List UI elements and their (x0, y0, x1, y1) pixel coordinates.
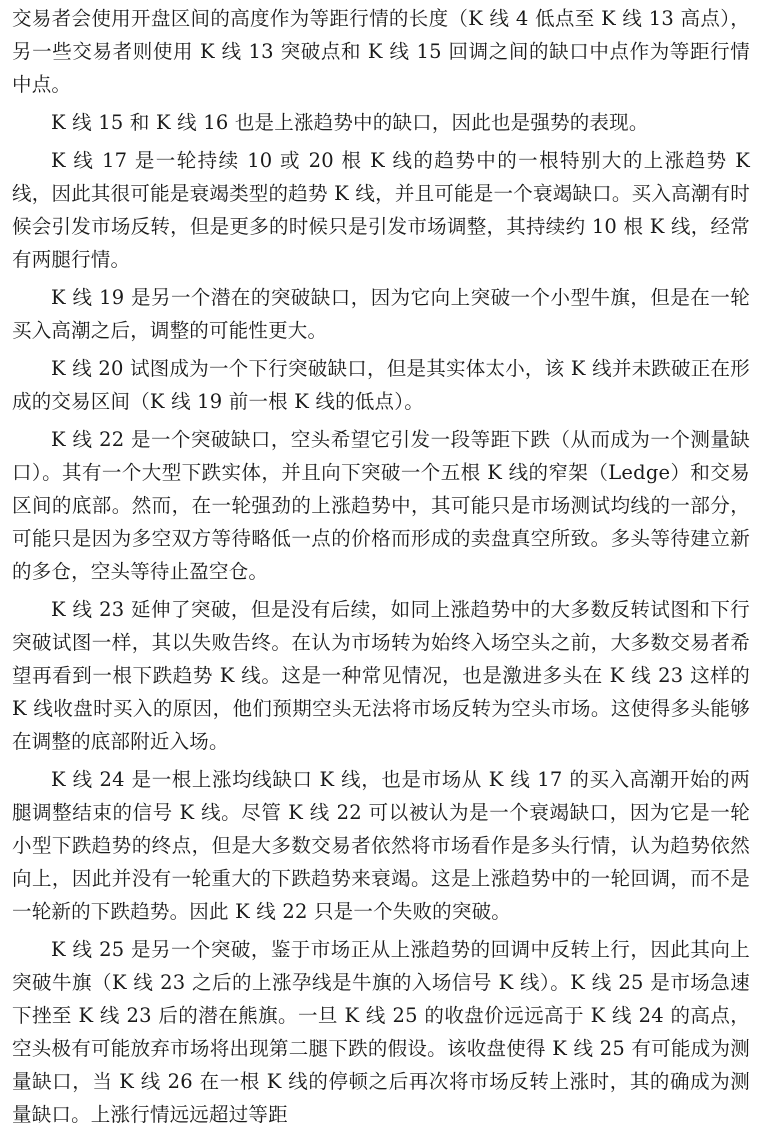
paragraph-bar-20: K 线 20 试图成为一个下行突破缺口，但是其实体太小，该 K 线并未跌破正在形成的交易区间（K 线 19 前一根 K 线的低点）。 (12, 357, 750, 413)
paragraph-continuation: 交易者会使用开盘区间的高度作为等距行情的长度（K 线 4 低点至 K 线 13 高点），另一些交易者则使用 K 线 13 突破点和 K 线 15 回调之间的缺口中点作为等距行情中点。 (12, 7, 750, 96)
paragraph-bar-24: K 线 24 是一根上涨均线缺口 K 线，也是市场从 K 线 17 的买入高潮开始的两腿调整结束的信号 K 线。尽管 K 线 22 可以被认为是一个衰竭缺口，因为它是一轮小型下跌趋势的终点，但是大多数交易者依然将市场看作是多头行情，认为趋势依然向上，因此并没有一轮重大的下跌趋势来衰竭。这是上涨趋势中的一轮回调，而不是一轮新的下跌趋势。因此 K 线 22 只是一个失败的突破。 (12, 768, 750, 923)
paragraph-bar-15-16: K 线 15 和 K 线 16 也是上涨趋势中的缺口，因此也是强势的表现。 (51, 111, 649, 134)
paragraph-bar-22: K 线 22 是一个突破缺口，空头希望它引发一段等距下跌（从而成为一个测量缺口）。其有一个大型下跌实体，并且向下突破一个五根 K 线的窄架（Ledge）和交易区间的底部。然而，在一轮强劲的上涨趋势中，其可能只是市场测试均线的一部分，可能只是因为多空双方等待略低一点的价格而形成的卖盘真空所致。多头等待建立新的多仓，空头等待止盈空仓。 (12, 428, 750, 583)
paragraph-bar-23: K 线 23 延伸了突破，但是没有后续，如同上涨趋势中的大多数反转试图和下行突破试图一样，其以失败告终。在认为市场转为始终入场空头之前，大多数交易者希望再看到一根下跌趋势 K 线。这是一种常见情况，也是激进多头在 K 线 23 这样的 K 线收盘时买入的原因，他们预期空头无法将市场反转为空头市场。这使得多头能够在调整的底部附近入场。 (12, 598, 750, 753)
paragraph-bar-17: K 线 17 是一轮持续 10 或 20 根 K 线的趋势中的一根特别大的上涨趋势 K 线，因此其很可能是衰竭类型的趋势 K 线，并且可能是一个衰竭缺口。买入高潮有时候会引发市场反转，但是更多的时候只是引发市场调整，其持续约 10 根 K 线，经常有两腿行情。 (12, 149, 750, 271)
paragraph-bar-25: K 线 25 是另一个突破，鉴于市场正从上涨趋势的回调中反转上行，因此其向上突破牛旗（K 线 23 之后的上涨孕线是牛旗的入场信号 K 线）。K 线 25 是市场急速下挫至 K 线 23 后的潜在熊旗。一旦 K 线 25 的收盘价远远高于 K 线 24 的高点，空头极有可能放弃市场将出现第二腿下跌的假设。该收盘使得 K 线 25 有可能成为测量缺口，当 K 线 26 在一根 K 线的停顿之后再次将市场反转上涨时，其的确成为测量缺口。上涨行情远远超过等距 (12, 938, 750, 1126)
paragraph-bar-19: K 线 19 是另一个潜在的突破缺口，因为它向上突破一个小型牛旗，但是在一轮买入高潮之后，调整的可能性更大。 (12, 286, 750, 342)
